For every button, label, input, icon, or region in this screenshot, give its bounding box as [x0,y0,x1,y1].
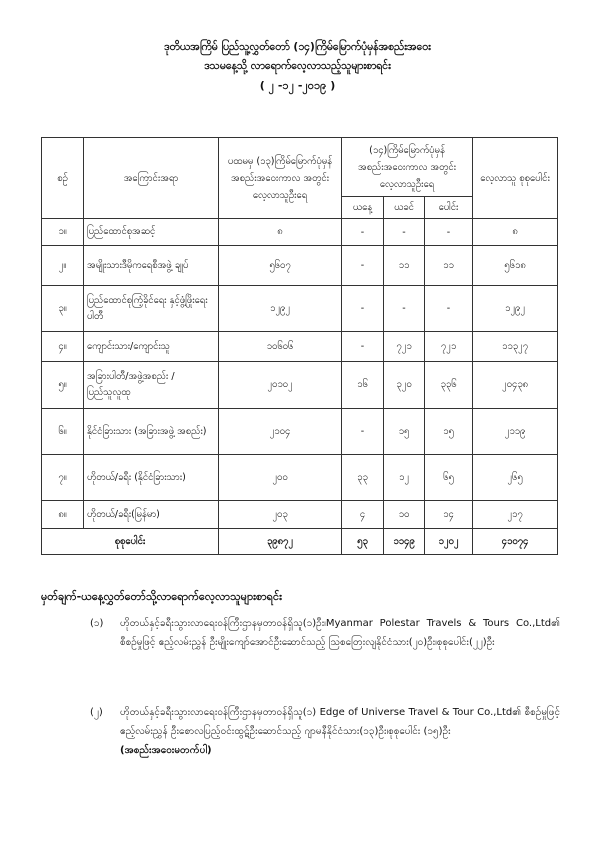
note-item-1 [90,614,560,652]
row-sum: ၁၅ [425,409,473,455]
col-header-first-period: ပထမမှ (၁၃)ကြိမ်မြောက်ပုံမှန် အစည်းအဝေးကာလ အတွင်းလေ့လာသူဦးရေ [219,138,342,219]
total-prev: ၁၁၄၉ [384,529,425,555]
row-prev: - [384,219,425,246]
row-prev: ၃၂၀ [384,362,425,409]
header-date: ( ၂ -၁၂ -၂၀၁၉ ) [259,79,336,92]
table-row [42,362,558,409]
row-today: - [342,286,384,332]
table-row [42,332,558,362]
col-header-today: ယနေ့ [342,197,384,219]
row-first: ၂၁၀၄ [219,409,342,455]
visitor-table [41,137,558,555]
table-row [42,286,558,332]
note-text: ဟိုတယ်နှင့်ခရီးသွားလာရေးဝန်ကြီးဌာနမှတာဝန်ရှိသူ(၁)ဦး၊Myanmar Polestar Travels & Tours Co.,Ltd၏ စီစဉ်မှုဖြင့် ဧည့်လမ်းညွှန် ဦးမျိုးကျော်အောင်ဦးဆောင်သည့် ဩစတြေးလျနိုင်ငံသား(၂၀)ဦး၊စုစုပေါင်း(၂၂)ဦး [120,618,560,648]
row-today: - [342,332,384,362]
document-header [0,38,595,96]
row-no: ၄။ [42,332,84,362]
row-no: ၆။ [42,409,84,455]
table-row [42,246,558,286]
note-end-remark: (အစည်းအဝေးမတက်ပါ) [120,745,212,756]
row-prev: ၁၁ [384,246,425,286]
total-grand: ၄၁၀၇၄ [473,529,558,555]
header-title-line-2: ဒသမနေ့သို့ လာရောက်လေ့လာသည့်သူများစာရင်း [204,60,391,72]
row-prev: ၁၀ [384,501,425,529]
row-total: ၁၁၃၂၇ [473,332,558,362]
note-text: ဟိုတယ်နှင့်ခရီးသွားလာရေးဝန်ကြီးဌာနမှတာဝန်ရှိသူ(၁) Edge of Universe Travel & Tour Co.,Ltd၏ စီစဉ်မှုဖြင့် ဧည့်လမ်းညွှန် ဦးစောလပြည့်ဝင်းထွဋ်ဦးဆောင်သည့် ဂျာမနီနိုင်ငံသား(၁၃)ဦး၊စုစုပေါင်း (၁၅)ဦး [120,707,560,737]
row-today: ၄ [342,501,384,529]
row-no: ၁။ [42,219,84,246]
row-today: - [342,409,384,455]
row-no: ၃။ [42,286,84,332]
row-topic: ကျောင်းသား/ကျောင်းသူ [84,332,219,362]
row-sum: ၁၁ [425,246,473,286]
total-first: ၃၉၈၇၂ [219,529,342,555]
total-row [42,529,558,555]
row-topic: နိုင်ငံခြားသား (အခြားအဖွဲ့ အစည်း) [84,409,219,455]
row-topic: ပြည်ထောင်စုကြံ့ခိုင်ရေး နှင့်ဖွံ့ဖြိုးရေးပါတီ [84,286,219,332]
row-prev: ၁၂ [384,455,425,501]
row-first: ၂၀၃ [219,501,342,529]
row-total: ၂၁၁၉ [473,409,558,455]
row-sum: ၃၃၆ [425,362,473,409]
notes-title: မှတ်ချက်-ယနေ့လွှတ်တော်သို့လာရောက်လေ့လာသူများစာရင်း [41,590,282,603]
row-no: ၇။ [42,455,84,501]
row-today: - [342,246,384,286]
row-prev: - [384,286,425,332]
row-today: - [342,219,384,246]
header-row-1 [42,138,558,197]
row-no: ၈။ [42,501,84,529]
col-header-grand-total: လေ့လာသူ စုစုပေါင်း [473,138,558,219]
row-topic: ဟိုတယ်/ခရီး (နိုင်ငံခြားသား) [84,455,219,501]
row-no: ၅။ [42,362,84,409]
row-total: ၂၆၅ [473,455,558,501]
col-header-combined: ပေါင်း [425,197,473,219]
row-total: ၂၀၄၃၈ [473,362,558,409]
row-sum: ၇၂၁ [425,332,473,362]
table-row [42,501,558,529]
row-total: ၁၂၉၂ [473,286,558,332]
row-topic: အခြားပါတီ/အဖွဲ့အစည်း /ပြည်သူလူထု [84,362,219,409]
row-first: ၁၂၉၂ [219,286,342,332]
table-row [42,455,558,501]
row-prev: ၇၂၁ [384,332,425,362]
table-row [42,219,558,246]
row-prev: ၁၅ [384,409,425,455]
row-first: ၂၀၁၀၂ [219,362,342,409]
row-total: ၅၆၁၈ [473,246,558,286]
header-title-line-1: ဒုတိယအကြိမ် ပြည်သူ့လွှတ်တော် (၁၄)ကြိမ်မြောက်ပုံမှန်အစည်းအဝေး [164,41,431,53]
col-header-no: စဉ် [42,138,84,219]
col-header-session14: (၁၄)ကြိမ်မြောက်ပုံမှန် အစည်းအဝေးကာလ အတွင်းလေ့လာသူဦးရေ [342,138,473,197]
total-today: ၅၃ [342,529,384,555]
row-topic: ပြည်ထောင်စုအဆင့် [84,219,219,246]
row-sum: - [425,219,473,246]
row-today: ၁၆ [342,362,384,409]
row-sum: ၆၅ [425,455,473,501]
row-first: ၅၆၀၇ [219,246,342,286]
row-topic: ဟိုတယ်/ခရီး(မြန်မာ) [84,501,219,529]
note-number: (၂) [90,707,103,718]
note-number: (၁) [90,618,104,629]
row-total: ၂၁၇ [473,501,558,529]
row-total: ၈ [473,219,558,246]
total-sum: ၁၂၀၂ [425,529,473,555]
row-no: ၂။ [42,246,84,286]
col-header-topic: အကြောင်းအရာ [84,138,219,219]
table-row [42,409,558,455]
row-today: ၃၃ [342,455,384,501]
row-first: ၈ [219,219,342,246]
row-first: ၁၀၆၀၆ [219,332,342,362]
col-header-yesterday: ယခင် [384,197,425,219]
row-topic: အမျိုးသားဒီမိုကရေစီအဖွဲ့ ချုပ် [84,246,219,286]
total-label: စုစုပေါင်း [42,529,219,555]
row-first: ၂၀၀ [219,455,342,501]
note-item-2 [90,703,560,760]
row-sum: ၁၄ [425,501,473,529]
row-sum: - [425,286,473,332]
